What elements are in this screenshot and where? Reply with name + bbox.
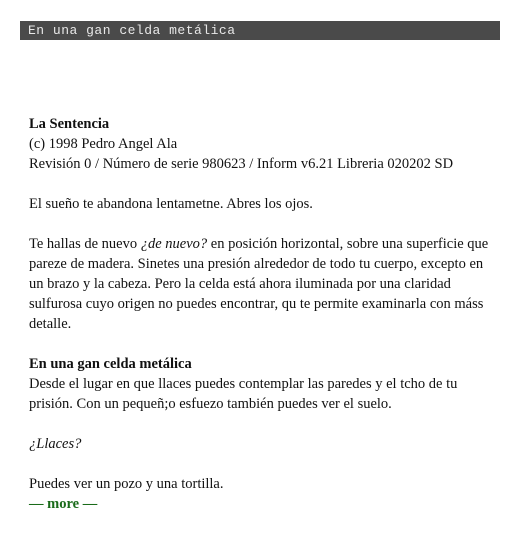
wake-text: El sueño te abandona lentametne. Abres los ojos.	[29, 196, 313, 212]
room-description: Desde el lugar en que llaces puedes contemplar las paredes y el tcho de tu prisión. Con un pequeñ;o esfuezo también puedes ver el suelo.	[29, 376, 458, 412]
room-question: ¿Llaces?	[29, 436, 82, 452]
room-name: En una gan celda metálica	[29, 356, 192, 372]
more-prompt[interactable]: — more —	[29, 496, 98, 512]
intro-text-after: en posición horizontal, sobre una superficie que pareze de madera. Sinetes una presión alrededor de todo tu cuerpo, excepto en un brazo y la cabeza. Pero la celda está ahora iluminada por una claridad sulfurosa cuyo origen no puedes encontrar, qu te permite examinarla con máss detalle.	[29, 236, 489, 332]
copyright-line: (c) 1998 Pedro Angel Ala	[29, 136, 178, 152]
intro-text-before: Te hallas de nuevo	[29, 236, 141, 252]
intro-emphasis: ¿de nuevo?	[140, 236, 208, 252]
story-text	[29, 114, 499, 514]
room-objects: Puedes ver un pozo y una tortilla.	[29, 476, 224, 492]
game-title: La Sentencia	[29, 116, 110, 132]
status-location: En una gan celda metálica	[28, 23, 236, 38]
revision-line: Revisión 0 / Número de serie 980623 / Inform v6.21 Libreria 020202 SD	[29, 156, 454, 172]
intro-paragraph	[29, 234, 499, 334]
status-bar	[20, 21, 500, 40]
